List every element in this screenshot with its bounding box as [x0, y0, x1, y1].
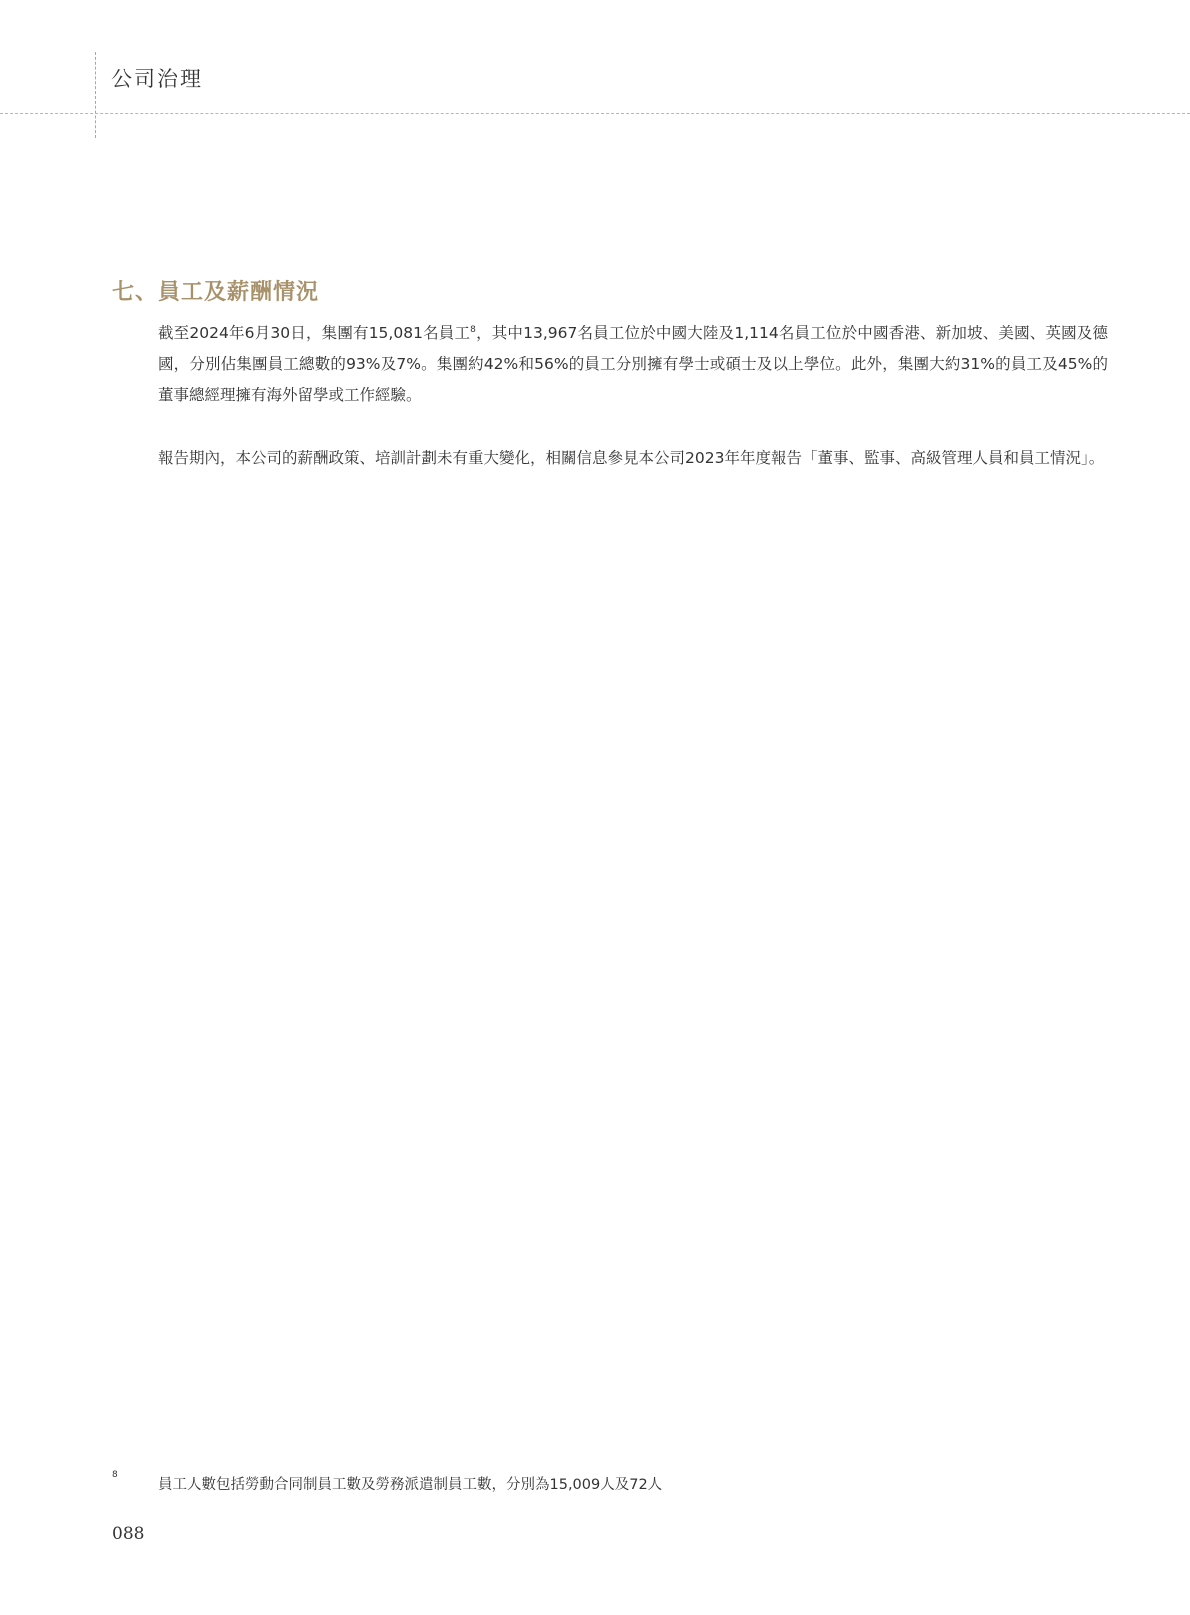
footnote-reference[interactable]: 8 — [470, 324, 476, 335]
paragraph-employees — [158, 318, 1108, 411]
header-section-title: 公司治理 — [111, 67, 203, 91]
footnote-marker: 8 — [112, 1470, 118, 1480]
section-heading: 七、員工及薪酬情況 — [112, 280, 320, 305]
paragraph1-text-end: ，其中13,967名員工位於中國大陸及1,114名員工位於中國香港、新加坡、美國、英國及德國，分別佔集團員工總數的93%及7%。集團約42%和56%的員工分別擁有學士或碩士及以上學位。此外，集團大約31%的員工及45%的董事總經理擁有海外留學或工作經驗。 — [158, 324, 1108, 404]
page-number: 088 — [112, 1524, 145, 1544]
paragraph-remuneration: 報告期內，本公司的薪酬政策、培訓計劃未有重大變化，相關信息參見本公司2023年年度報告「董事、監事、高級管理人員和員工情況」。 — [158, 449, 1105, 467]
footnote-text: 員工人數包括勞動合同制員工數及勞務派遣制員工數，分別為15,009人及72人 — [158, 1477, 663, 1493]
header-vertical-dashed-line — [95, 52, 96, 138]
header-horizontal-dashed-line — [0, 113, 1190, 114]
paragraph1-text-start: 截至2024年6月30日，集團有15,081名員工 — [158, 324, 471, 342]
